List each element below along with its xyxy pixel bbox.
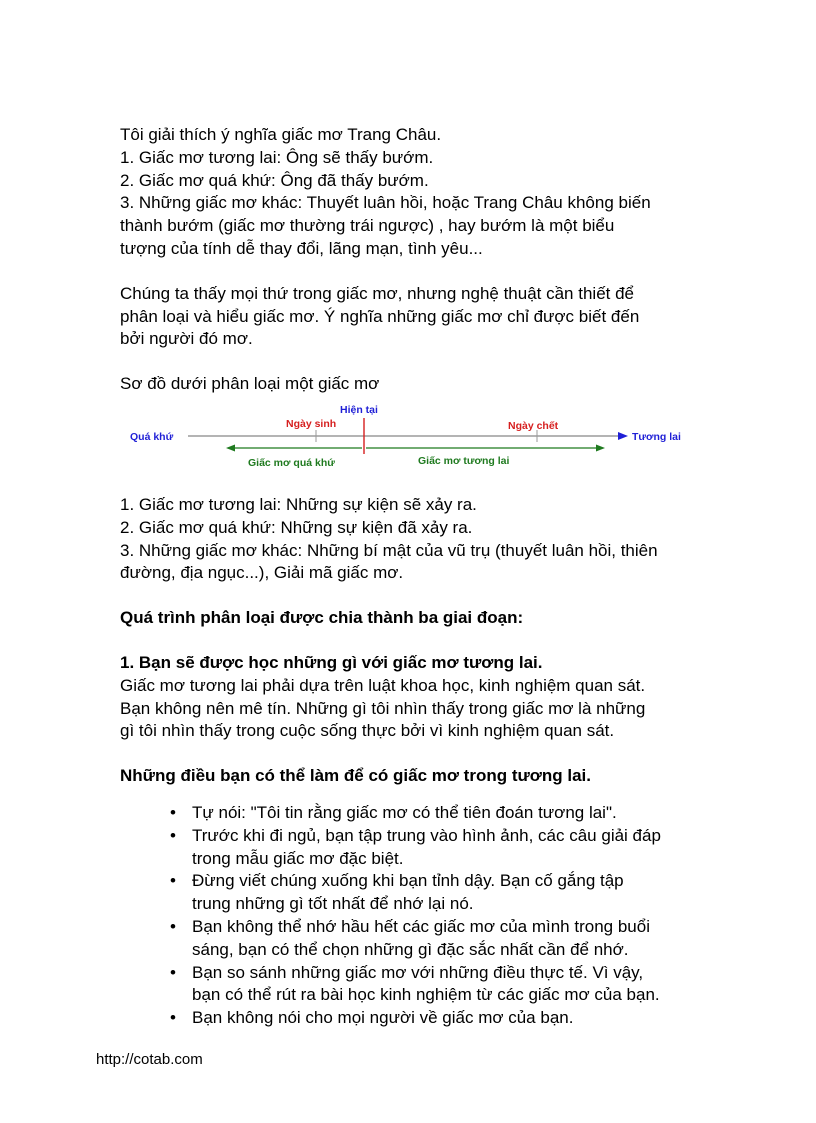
past-label: Quá khứ [130,431,174,443]
timeline-diagram [128,396,698,476]
section-heading: Quá trình phân loại được chia thành ba giai đoạn: [120,608,524,628]
bullet-icon: • [170,962,176,982]
intro-line: 1. Giấc mơ tương lai: Ông sẽ thấy bướm. [120,147,434,167]
tip-text: trong mẫu giấc mơ đặc biệt. [192,848,404,868]
intro-line: tượng của tính dễ thay đổi, lãng mạn, tình yêu... [120,238,483,258]
future-label: Tương lai [632,431,681,443]
tip-text: sáng, bạn có thể chọn những gì đặc sắc nhất cần để nhớ. [192,939,629,959]
intro-line: thành bướm (giấc mơ thường trái ngược) , hay bướm là một biểu [120,216,615,236]
intro-line: 3. Những giấc mơ khác: Thuyết luân hồi, hoặc Trang Châu không biến [120,193,651,213]
tip-text: Bạn so sánh những giấc mơ với những điều thực tế. Vì vậy, [192,962,644,982]
bullet-icon: • [170,825,176,845]
bullet-icon: • [170,871,176,891]
birth-label: Ngày sinh [286,418,337,430]
bullet-icon: • [170,1008,176,1028]
tips-list [120,802,720,1030]
list-item [120,802,720,825]
footer-url: http://cotab.com [96,1051,203,1068]
list-item [120,962,720,1008]
list-line: 3. Những giấc mơ khác: Những bí mật của vũ trụ (thuyết luân hồi, thiên [120,540,658,560]
list-line: 2. Giấc mơ quá khứ: Những sự kiện đã xảy ra. [120,517,473,537]
list-item [120,916,720,962]
tip-text: trung những gì tốt nhất để nhớ lại nó. [192,894,474,914]
tips-heading: Những điều bạn có thể làm để có giấc mơ trong tương lai. [120,766,591,786]
diagram-intro: Sơ đồ dưới phân loại một giấc mơ [120,374,380,394]
tip-text: Đừng viết chúng xuống khi bạn tỉnh dậy. Bạn cố gắng tập [192,871,624,891]
tip-text: Tự nói: "Tôi tin rằng giấc mơ có thể tiên đoán tương lai". [192,802,617,822]
tip-text: Bạn không nói cho mọi người về giấc mơ của bạn. [192,1008,574,1028]
tip-text: bạn có thể rút ra bài học kinh nghiệm từ các giấc mơ của bạn. [192,985,660,1005]
present-label: Hiện tại [340,404,378,416]
list-item [120,825,720,871]
intro-line: 2. Giấc mơ quá khứ: Ông đã thấy bướm. [120,170,429,190]
bullet-icon: • [170,802,176,822]
bullet-icon: • [170,916,176,936]
section-title: 1. Bạn sẽ được học những gì với giấc mơ tương lai. [120,652,543,672]
list-line: đường, địa ngục...), Giải mã giấc mơ. [120,563,404,583]
list-item [120,1007,720,1030]
paragraph-line: phân loại và hiểu giấc mơ. Ý nghĩa những giấc mơ chỉ được biết đến [120,306,640,326]
past-dream-label: Giấc mơ quá khứ [248,457,335,469]
tip-text: Trước khi đi ngủ, bạn tập trung vào hình ảnh, các câu giải đáp [192,825,661,845]
intro-line: Tôi giải thích ý nghĩa giấc mơ Trang Châu. [120,125,442,144]
timeline-svg [128,396,698,476]
section-line: Bạn không nên mê tín. Những gì tôi nhìn thấy trong giấc mơ là những [120,698,646,718]
arrow-right-icon [618,432,628,440]
paragraph-line: bởi người đó mơ. [120,329,253,349]
future-dream-label: Giấc mơ tương lai [418,455,510,467]
document-body [120,124,720,1030]
death-label: Ngày chết [508,420,559,432]
section-line: Giấc mơ tương lai phải dựa trên luật khoa học, kinh nghiệm quan sát. [120,675,646,695]
tip-text: Bạn không thể nhớ hầu hết các giấc mơ của mình trong buổi [192,916,650,936]
paragraph-line: Chúng ta thấy mọi thứ trong giấc mơ, nhưng nghệ thuật cần thiết để [120,283,635,303]
arrow-left-icon [226,445,235,452]
list-item [120,870,720,916]
section-line: gì tôi nhìn thấy trong cuộc sống thực bởi vì kinh nghiệm quan sát. [120,721,615,741]
list-line: 1. Giấc mơ tương lai: Những sự kiện sẽ xảy ra. [120,494,477,514]
arrow-right-icon [596,445,605,452]
